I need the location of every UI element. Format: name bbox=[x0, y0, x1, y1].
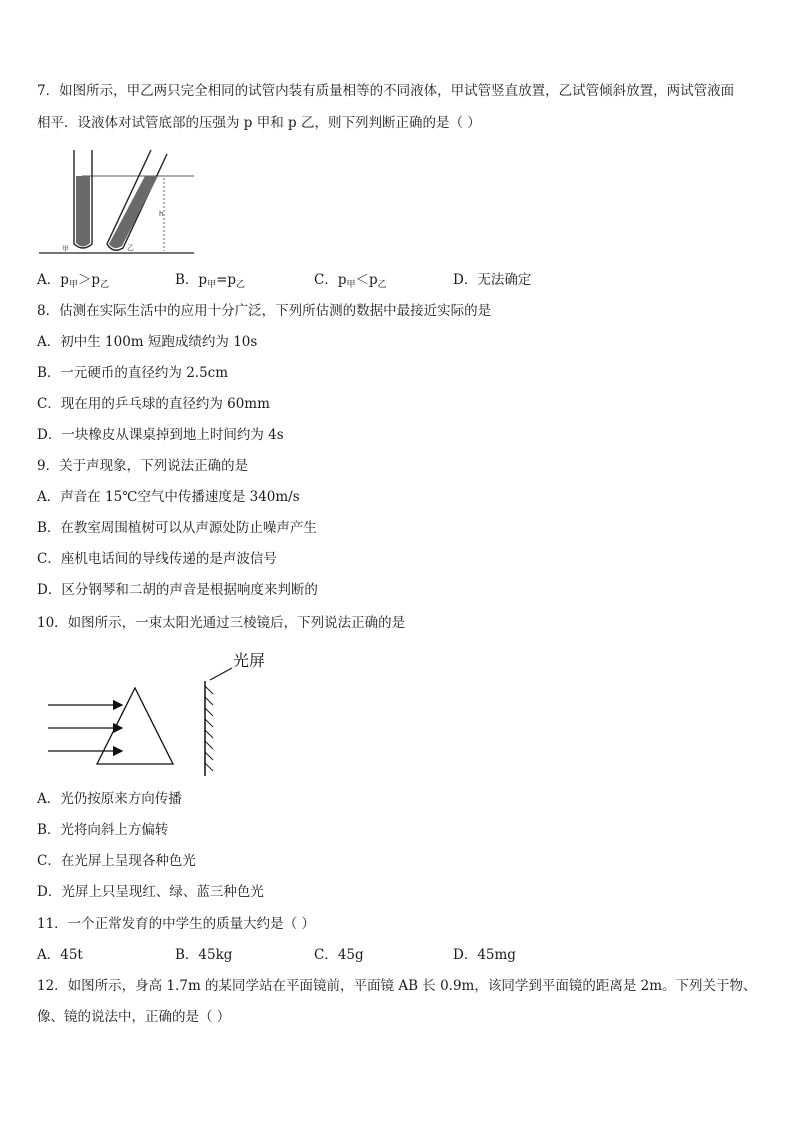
prism-figure bbox=[40, 646, 280, 781]
q11-option-a[interactable]: A．45t bbox=[37, 947, 83, 963]
tube-jia-liquid bbox=[76, 176, 90, 247]
q12-stem-line1: 12．如图所示，身高 1.7m 的某同学站在平面镜前，平面镜 AB 长 0.9m，该同学到平面镜的距离是 2m。下列关于物、 bbox=[37, 978, 757, 994]
label-jia: 甲 bbox=[62, 245, 69, 253]
q12-stem-line2: 像、镜的说法中，正确的是（ ） bbox=[37, 1009, 231, 1025]
q10-option-a[interactable]: A．光仍按原来方向传播 bbox=[37, 791, 182, 807]
q7-stem-line2: 相平．设液体对试管底部的压强为 p 甲和 p 乙，则下列判断正确的是（ ） bbox=[37, 115, 481, 131]
q9-option-a[interactable]: A．声音在 15℃空气中传播速度是 340m/s bbox=[37, 489, 300, 505]
q10-option-d[interactable]: D．光屏上只呈现红、绿、蓝三种色光 bbox=[37, 884, 264, 900]
q10-option-c[interactable]: C．在光屏上呈现各种色光 bbox=[37, 853, 196, 869]
q7-stem-line1: 7．如图所示，甲乙两只完全相同的试管内装有质量相等的不同液体，甲试管竖直放置，乙试管倾斜放置，两试管液面 bbox=[37, 83, 735, 99]
screen-label: 光屏 bbox=[233, 651, 266, 670]
q9-option-c[interactable]: C．座机电话间的导线传递的是声波信号 bbox=[37, 551, 277, 567]
prism-triangle bbox=[97, 688, 173, 764]
q7-option-b[interactable]: B．$p_甲=p_乙$ bbox=[175, 272, 246, 290]
q8-stem: 8．估测在实际生活中的应用十分广泛，下列所估测的数据中最接近实际的是 bbox=[37, 303, 492, 319]
screen-hatching bbox=[205, 686, 213, 771]
q8-option-c[interactable]: C．现在用的乒乓球的直径约为 60mm bbox=[37, 396, 270, 412]
q11-option-c[interactable]: C．45g bbox=[314, 947, 364, 963]
q10-stem: 10．如图所示，一束太阳光通过三棱镜后，下列说法正确的是 bbox=[37, 615, 406, 631]
screen-label-leader bbox=[210, 668, 232, 680]
q9-stem: 9．关于声现象，下列说法正确的是 bbox=[37, 458, 249, 474]
q9-option-b[interactable]: B．在教室周围植树可以从声源处防止噪声产生 bbox=[37, 520, 317, 536]
q11-option-d[interactable]: D．45mg bbox=[453, 947, 516, 963]
q11-stem: 11．一个正常发育的中学生的质量大约是（ ） bbox=[37, 916, 315, 932]
q8-option-b[interactable]: B．一元硬币的直径约为 2.5cm bbox=[37, 365, 229, 381]
q11-option-b[interactable]: B．45kg bbox=[175, 947, 233, 963]
label-yi: 乙 bbox=[127, 244, 134, 252]
q7-option-c[interactable]: C．$p_甲<p_乙$ bbox=[314, 272, 387, 290]
q7-option-d[interactable]: D．无法确定 bbox=[453, 272, 532, 288]
q10-option-b[interactable]: B．光将向斜上方偏转 bbox=[37, 822, 169, 838]
q8-option-a[interactable]: A．初中生 100m 短跑成绩约为 10s bbox=[37, 334, 258, 350]
height-label: h bbox=[159, 210, 164, 218]
q7-option-a[interactable]: A．$p_甲>p_乙$ bbox=[37, 272, 110, 290]
q8-option-d[interactable]: D．一块橡皮从课桌掉到地上时间约为 4s bbox=[37, 427, 284, 443]
q9-option-d[interactable]: D．区分钢琴和二胡的声音是根据响度来判断的 bbox=[37, 582, 318, 598]
test-tubes-figure bbox=[37, 148, 207, 258]
